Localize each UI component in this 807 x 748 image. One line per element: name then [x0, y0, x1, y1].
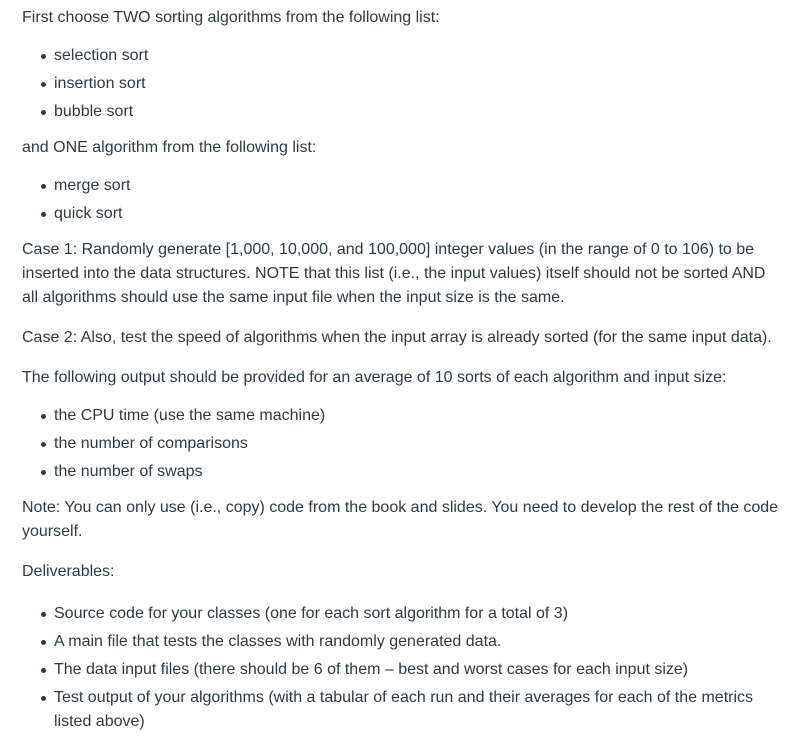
mid-text: and ONE algorithm from the following list:	[22, 139, 317, 156]
advanced-sorts-list	[22, 172, 780, 228]
deliverables-list	[22, 600, 780, 734]
intro-text: First choose TWO sorting algorithms from the following list:	[22, 9, 440, 26]
list-item: Test output of your algorithms (with a tabular of each run and their averages for each of the metrics listed above)	[22, 684, 780, 734]
list-item: the CPU time (use the same machine)	[22, 402, 780, 430]
list-item: the number of swaps	[22, 458, 780, 486]
list-item: The data input files (there should be 6 of them – best and worst cases for each input size)	[22, 656, 780, 684]
case1-text: Case 1: Randomly generate [1,000, 10,000, and 100,000] integer values (in the range of 0 to 106) to be inserted into the data structures. NOTE that this list (i.e., the input values) itself should not be sorted AND all algorithms should use the same input file when the input size is the same.	[22, 241, 766, 306]
simple-sorts-list	[22, 42, 780, 126]
list-item: A main file that tests the classes with randomly generated data.	[22, 628, 780, 656]
list-item: insertion sort	[22, 70, 780, 98]
note-text: Note: You can only use (i.e., copy) code from the book and slides. You need to develop the rest of the code yourself.	[22, 499, 779, 540]
list-item: selection sort	[22, 42, 780, 70]
list-item: bubble sort	[22, 98, 780, 126]
case2-text: Case 2: Also, test the speed of algorithms when the input array is already sorted (for the same input data).	[22, 329, 772, 346]
deliverables-heading: Deliverables:	[22, 563, 115, 580]
list-item: Source code for your classes (one for each sort algorithm for a total of 3)	[22, 600, 780, 628]
list-item: merge sort	[22, 172, 780, 200]
list-item: the number of comparisons	[22, 430, 780, 458]
metrics-list	[22, 402, 780, 486]
output-intro-text: The following output should be provided for an average of 10 sorts of each algorithm and input size:	[22, 369, 727, 386]
list-item: quick sort	[22, 200, 780, 228]
